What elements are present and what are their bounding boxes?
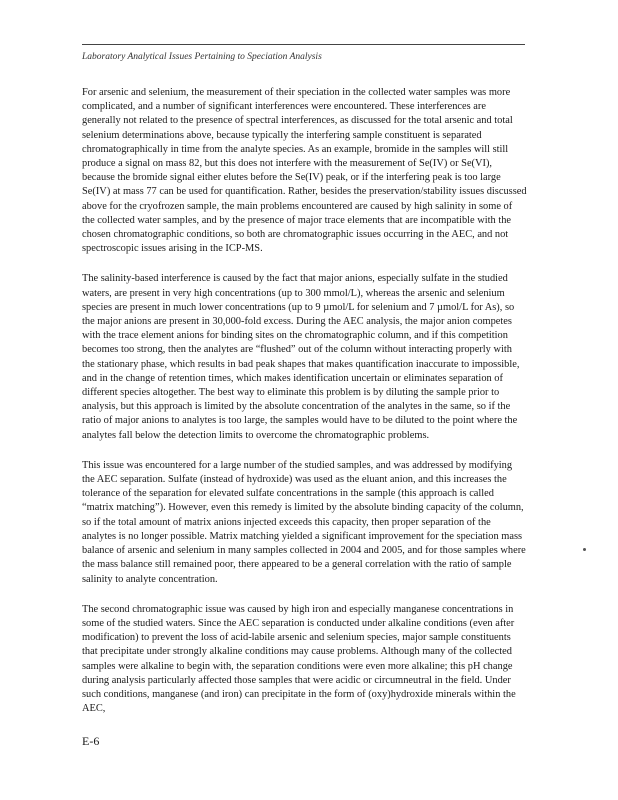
running-header: Laboratory Analytical Issues Pertaining to Speciation Analysis [82, 52, 322, 62]
page-number: E-6 [82, 734, 100, 748]
header-rule [82, 44, 525, 45]
paragraph-arsenic-selenium: For arsenic and selenium, the measurement of their speciation in the collected water samples was more complicated, and a number of significant interferences were encountered. These interferences are generally not related to the presence of spectral interferences, as discussed for the total arsenic and total selenium determinations above, because typically the interfering sample constituent is separated chromatographically in time from the analyte species. As an example, bromide in the samples will still produce a signal on mass 82, but this does not interfere with the measurement of Se(IV) or Se(VI), because the bromide signal either elutes before the Se(IV) peak, or if the interfering peak is too large Se(IV) at mass 77 can be used for quantification. Rather, besides the preservation/stability issues discussed above for the cryofrozen sample, the main problems encountered are caused by high salinity in some of the collected water samples, and by the presence of major trace elements that are incompatible with the chosen chromatographic conditions, so both are chromatographic issues occurring in the AEC, and not spectroscopic issues arising in the ICP-MS. [82, 87, 527, 255]
body-text [82, 86, 527, 732]
margin-mark [583, 548, 586, 551]
paragraph-iron-manganese: The second chromatographic issue was caused by high iron and especially manganese concentrations in some of the studied waters. Since the AEC separation is conducted under alkaline conditions (even after modification) to prevent the loss of acid-labile arsenic and selenium species, major sample constituents that precipitate under strongly alkaline conditions may cause problems. Although many of the collected samples were alkaline to begin with, the separation conditions were even more alkaline; this pH change during analysis particularly affected those samples that were acidic or circumneutral in the field. Under such conditions, manganese (and iron) can precipitate in the form of (oxy)hydroxide minerals within the AEC, [82, 603, 516, 715]
paragraph-salinity: The salinity-based interference is caused by the fact that major anions, especially sulfate in the studied waters, are present in very high concentrations (up to 300 mmol/L), whereas the arsenic and selenium species are present in much lower concentrations (up to 9 µmol/L for selenium and 7 µmol/L for As), so the major anions are present in 30,000-fold excess. During the AEC analysis, the major anion competes with the trace element anions for binding sites on the chromatographic column, and if this competition becomes too strong, then the analytes are “flushed” out of the column without interacting properly with the stationary phase, which results in bad peak shapes that makes quantification inaccurate to impossible, and in the change of retention times, which makes identification uncertain or eliminates separation of different species altogether. The best way to eliminate this problem is by diluting the sample prior to analysis, but this approach is limited by the absolute concentration of the analytes in the same, so if the ratio of major anions to analytes is too large, the samples would have to be diluted to the point where the analytes fall below the detection limits to overcome the chromatographic problems. [82, 273, 520, 441]
paragraph-matrix-matching: This issue was encountered for a large number of the studied samples, and was addressed by modifying the AEC separation. Sulfate (instead of hydroxide) was used as the eluant anion, and this increases the tolerance of the separation for elevated sulfate concentrations in the sample (this approach is called “matrix matching”). However, even this remedy is limited by the absolute binding capacity of the column, so if the total amount of matrix anions injected exceeds this capacity, then proper separation of the analytes is no longer possible. Matrix matching yielded a significant improvement for the speciation mass balance of arsenic and selenium in many samples collected in 2004 and 2005, and for those samples where the mass balance still remained poor, there appeared to be a general correlation with the ratio of sample salinity to analyte concentration. [82, 459, 526, 585]
